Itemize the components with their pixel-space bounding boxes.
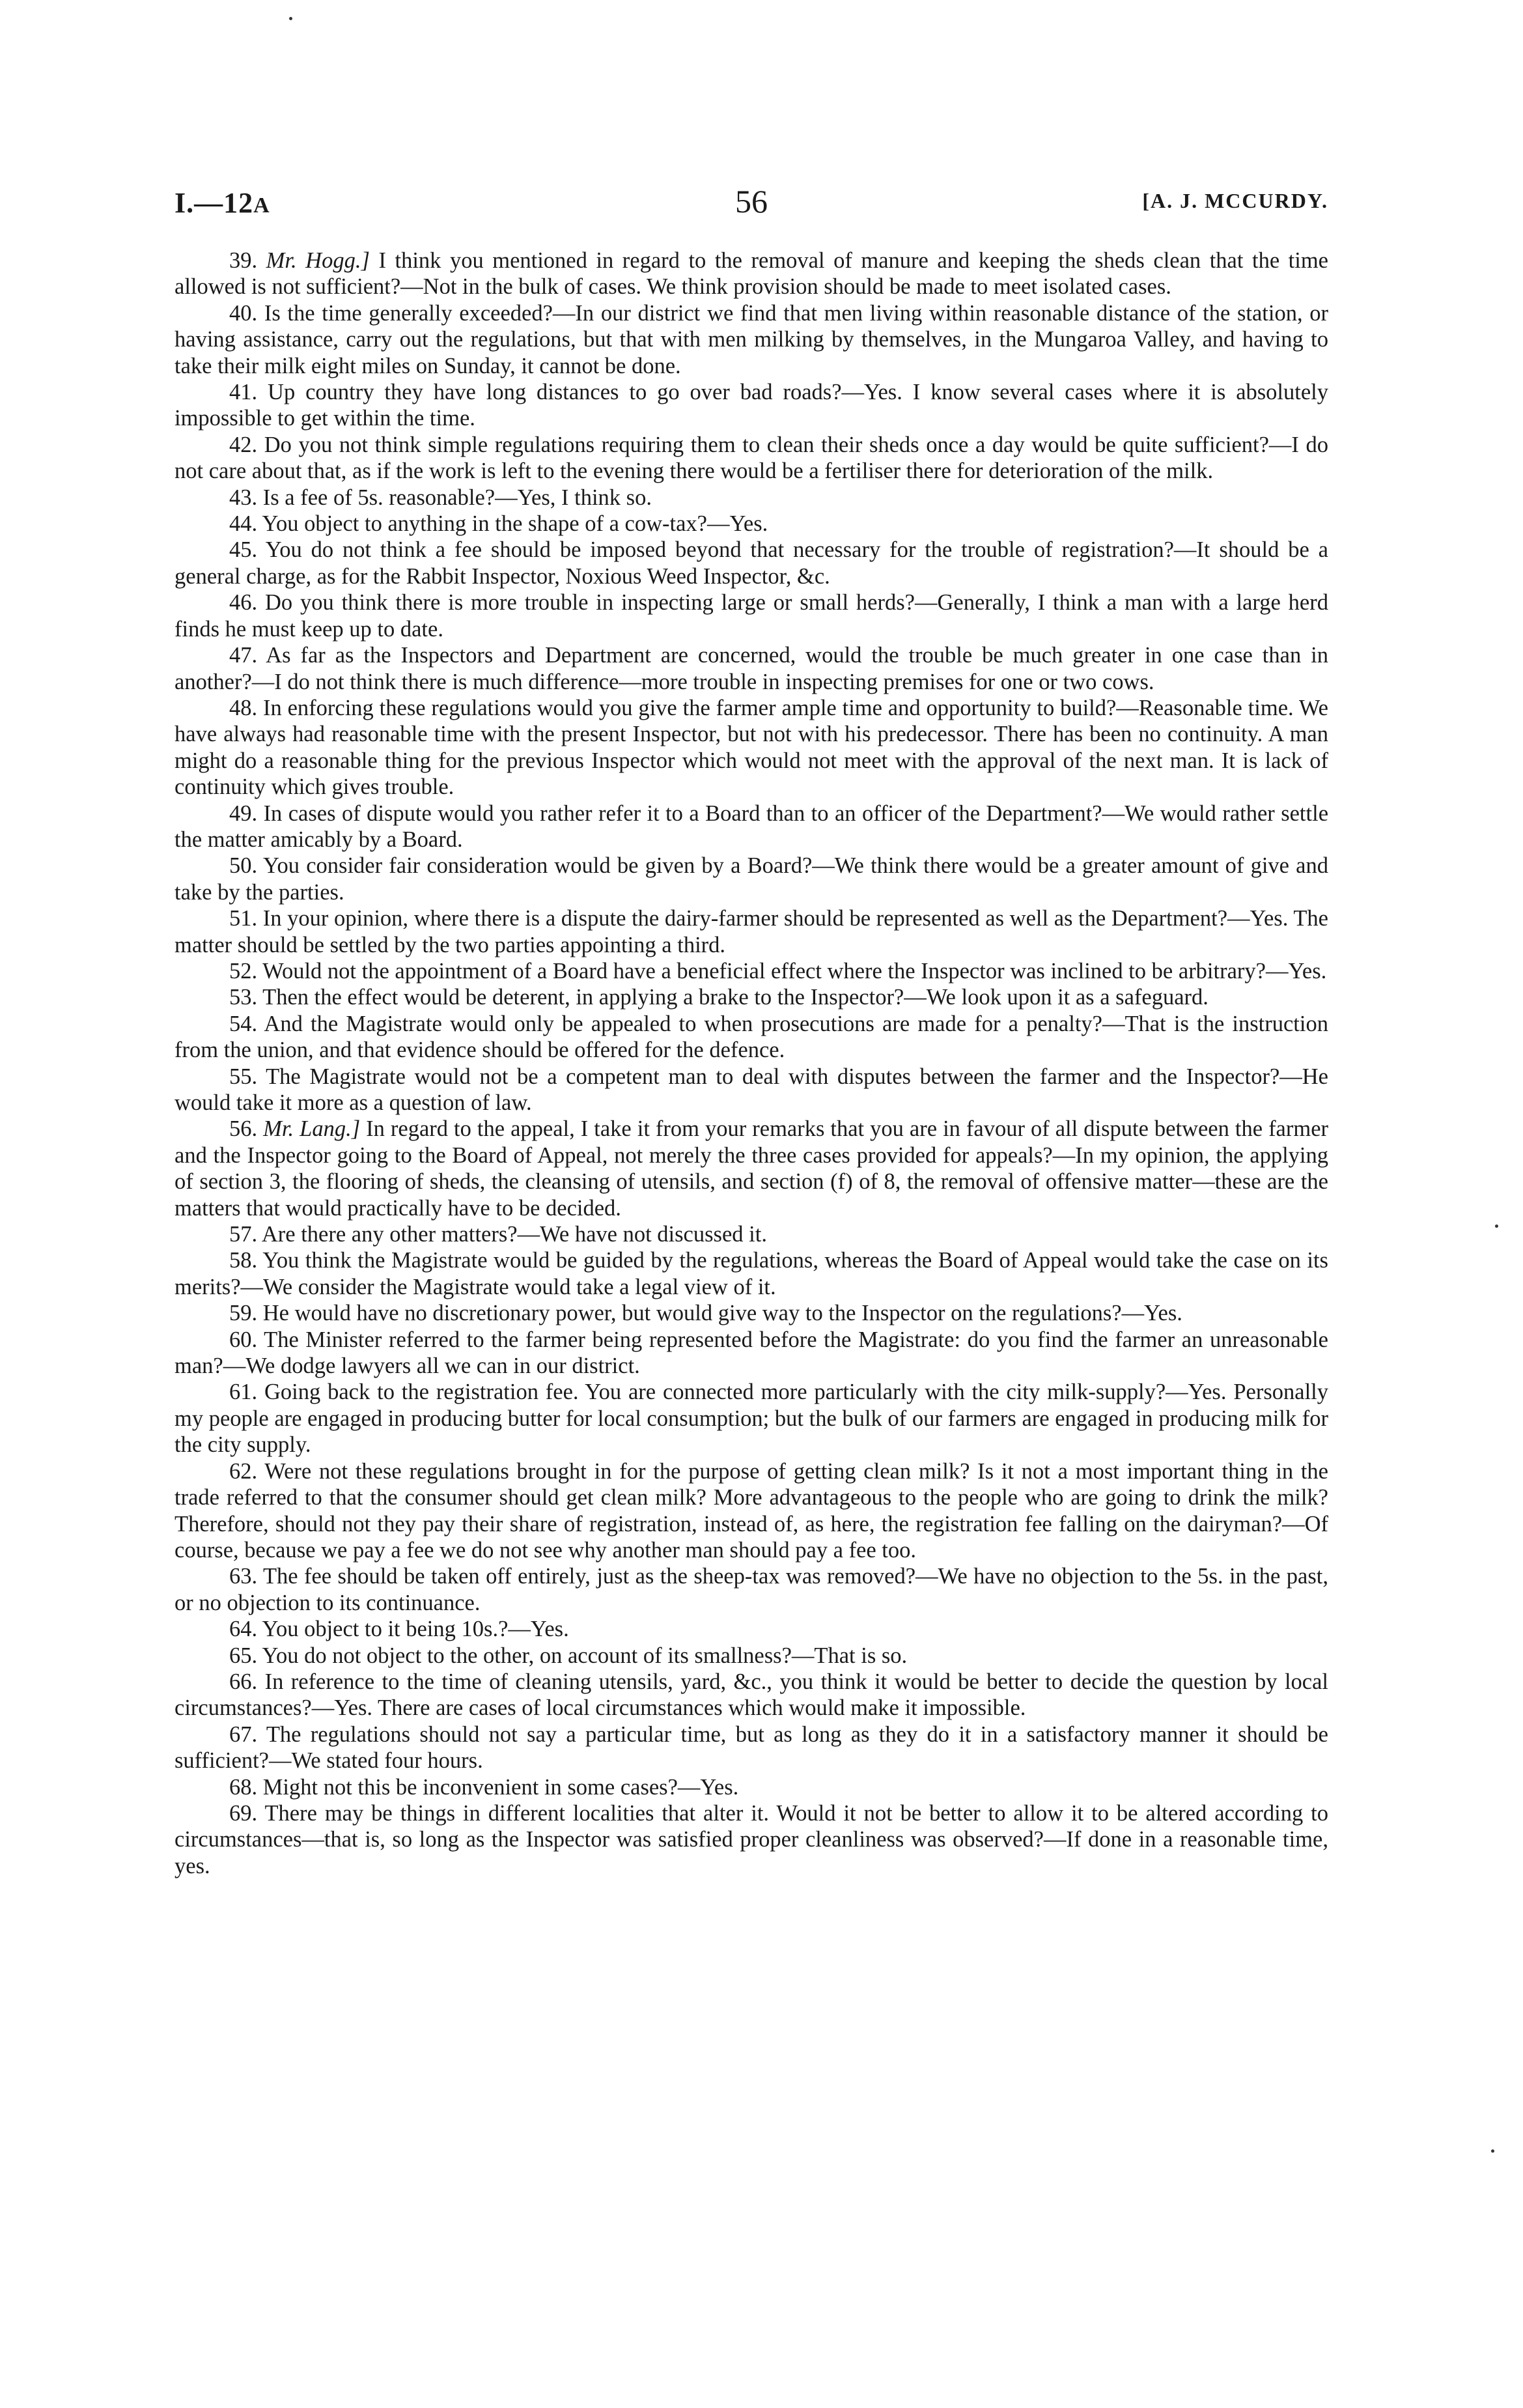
question-number: 45. [229,537,258,563]
question-text: In your opinion, where there is a dispute the dairy-farmer should be represented as well as the Department?—Yes. The matter should be settled by the two parties appointing a third. [175,906,1328,957]
question-number: 60. [229,1327,258,1352]
question-number: 44. [229,511,258,537]
question-paragraph [175,432,1328,485]
question-text: Do you not think simple regulations requiring them to clean their sheds once a day would be quite sufficient?—I do not care about that, as if the work is left to the evening there would be a fertiliser there for deterioration of the milk. [175,432,1329,484]
speaker-name: Mr. Lang.] [263,1116,361,1142]
question-paragraph [175,1116,1328,1221]
question-paragraph [175,511,1328,537]
question-number: 66. [229,1669,258,1694]
question-text: In regard to the appeal, I take it from your remarks that you are in favour of all dispute between the farmer and the Inspector going to the Board of Appeal, not merely the three cases provided for appeals?—In my opinion, the applying of section 3, the flooring of sheds, the cleansing of utensils, and section (f) of 8, the removal of offensive matter—these are the matters that would practically have to be decided. [175,1116,1328,1221]
question-text: He would have no discretionary power, but would give way to the Inspector on the regulations?—Yes. [262,1301,1182,1326]
question-paragraph [175,1616,1328,1642]
question-paragraph [175,379,1328,432]
question-paragraph [175,1300,1328,1326]
question-text: Would not the appointment of a Board have a beneficial effect where the Inspector was inclined to be arbitrary?—Yes. [262,958,1327,984]
question-number: 55. [229,1064,258,1089]
question-number: 68. [229,1774,258,1800]
page-header [175,183,1328,225]
question-number: 52. [229,958,258,984]
doc-ref-suffix: A [253,193,270,218]
question-text: Then the effect would be deterent, in applying a brake to the Inspector?—We look upon it as a safeguard. [262,985,1209,1010]
question-text: You do not object to the other, on account of its smallness?—That is so. [262,1643,908,1668]
question-paragraph [175,1774,1328,1800]
question-number: 54. [229,1011,258,1036]
question-number: 41. [229,380,258,405]
testimony-body [175,248,1328,1879]
question-paragraph [175,1247,1328,1300]
question-text: The regulations should not say a particular time, but as long as they do it in a satisfactory manner it should be sufficient?—We stated four hours. [175,1721,1328,1774]
question-paragraph [175,800,1328,853]
question-paragraph [175,589,1328,642]
question-number: 63. [229,1564,258,1589]
question-text: In enforcing these regulations would you give the farmer ample time and opportunity to build?—Reasonable time. We have always had reasonable time with the present Inspector, but not with his predecessor. There has been no continuity. A man might do a reasonable thing for the previous Inspector which would not meet with the approval of the next man. It is lack of continuity which gives trouble. [175,695,1328,800]
speaker-name: Mr. Hogg.] [266,248,370,273]
question-number: 46. [229,590,258,616]
question-paragraph [175,1379,1328,1458]
question-text: Up country they have long distances to go over bad roads?—Yes. I know several cases where it is absolutely impossible to get within the time. [175,380,1329,431]
question-text: There may be things in different localities that alter it. Would it not be better to allow it to be altered according to circumstances—that is, so long as the Inspector was satisfied proper cleanliness was observed?—If done in a reasonable time, yes. [175,1800,1328,1878]
question-paragraph [175,1064,1328,1116]
question-text: Might not this be inconvenient in some cases?—Yes. [262,1774,739,1800]
question-text: Is the time generally exceeded?—In our district we find that men living within reasonable distance of the station, or having assistance, carry out the regulations, but that with men milking by themselves, in the Mungaroa Valley, and having to take their milk eight miles on Sunday, it cannot be done. [175,300,1329,378]
question-number: 58. [229,1248,258,1273]
question-text: You object to it being 10s.?—Yes. [262,1617,569,1642]
question-paragraph [175,958,1328,984]
question-text: As far as the Inspectors and Department are concerned, would the trouble be much greater in one case than in another?—I do not think there is much difference—more trouble in inspecting premises for one or two cows. [175,643,1328,694]
question-text: The Minister referred to the farmer being represented before the Magistrate: do you find the farmer an unreasonable man?—We dodge lawyers all we can in our district. [175,1327,1328,1379]
question-text: Going back to the registration fee. You are connected more particularly with the city milk-supply?—Yes. Personally my people are engaged in producing butter for local consumption; but the bulk of our farmers are engaged in producing milk for the city supply. [175,1380,1328,1458]
question-text: In reference to the time of cleaning utensils, yard, &c., you think it would be better to decide the question by local circumstances?—Yes. There are cases of local circumstances which would make it impossible. [175,1669,1329,1721]
scan-speck [1495,1225,1498,1228]
question-number: 47. [229,643,258,668]
question-paragraph [175,537,1328,589]
question-text: The fee should be taken off entirely, just as the sheep-tax was removed?—We have no objection to the 5s. in the past, or no objection to its continuance. [175,1564,1328,1615]
question-paragraph [175,1221,1328,1247]
question-paragraph [175,300,1328,379]
question-text: And the Magistrate would only be appealed to when prosecutions are made for a penalty?—That is the instruction from the union, and that evidence should be offered for the defence. [175,1011,1328,1063]
question-number: 65. [229,1643,258,1668]
scan-speck [1491,2149,1494,2153]
question-paragraph [175,1800,1328,1879]
question-paragraph [175,1458,1328,1564]
question-paragraph [175,248,1328,300]
question-paragraph [175,1721,1328,1774]
question-text: Are there any other matters?—We have not discussed it. [261,1222,767,1247]
question-text: The Magistrate would not be a competent man to deal with disputes between the farmer and the Inspector?—He would take it more as a question of law. [175,1064,1328,1115]
question-number: 64. [229,1617,258,1642]
question-number: 51. [229,906,258,931]
question-text: You consider fair consideration would be given by a Board?—We think there would be a greater amount of give and take by the parties. [175,853,1328,905]
question-number: 39. [229,248,258,273]
question-number: 42. [229,432,258,457]
question-text: Do you think there is more trouble in inspecting large or small herds?—Generally, I think a man with a large herd finds he must keep up to date. [175,590,1328,642]
question-number: 61. [229,1380,258,1405]
question-number: 40. [229,300,258,326]
question-number: 53. [229,985,258,1010]
doc-ref-main: I.—12 [175,187,254,219]
question-number: 48. [229,695,258,720]
question-paragraph [175,853,1328,905]
question-text: Were not these regulations brought in for the purpose of getting clean milk? Is it not a most important thing in the trade referred to that the consumer should get clean milk? More advantageous to the people who are going to drink the milk? Therefore, should not they pay their share of registration, instead of, as here, the registration fee falling on the dairyman?—Of course, because we pay a fee we do not see why another man should pay a fee too. [175,1458,1328,1563]
witness-name: [A. J. MCCURDY. [1142,189,1328,212]
page-number: 56 [735,183,768,220]
question-text: You object to anything in the shape of a cow-tax?—Yes. [262,511,768,537]
question-paragraph [175,1327,1328,1380]
question-paragraph [175,695,1328,800]
question-number: 56. [229,1116,258,1142]
question-paragraph [175,1011,1328,1064]
question-paragraph [175,1669,1328,1721]
question-text: You do not think a fee should be imposed beyond that necessary for the trouble of registration?—It should be a general charge, as for the Rabbit Inspector, Noxious Weed Inspector, &c. [175,537,1328,589]
question-number: 67. [229,1721,258,1747]
question-paragraph [175,1563,1328,1616]
question-number: 57. [229,1222,258,1247]
question-number: 69. [229,1800,258,1826]
question-number: 49. [229,800,258,826]
question-number: 43. [229,485,258,510]
question-paragraph [175,485,1328,511]
question-number: 59. [229,1301,258,1326]
question-text: Is a fee of 5s. reasonable?—Yes, I think so. [262,485,652,510]
question-paragraph [175,1643,1328,1669]
question-text: You think the Magistrate would be guided by the regulations, whereas the Board of Appeal would take the case on its merits?—We consider the Magistrate would take a legal view of it. [175,1248,1328,1299]
question-text: In cases of dispute would you rather refer it to a Board than to an officer of the Department?—We would rather settle the matter amicably by a Board. [175,800,1329,852]
question-paragraph [175,905,1328,958]
question-number: 62. [229,1458,258,1484]
question-paragraph [175,984,1328,1010]
question-text: I think you mentioned in regard to the removal of manure and keeping the sheds clean that the time allowed is not sufficient?—Not in the bulk of cases. We think provision should be made to meet isolated cases. [175,248,1328,300]
scan-speck [289,17,292,20]
question-paragraph [175,642,1328,695]
question-number: 50. [229,853,258,879]
